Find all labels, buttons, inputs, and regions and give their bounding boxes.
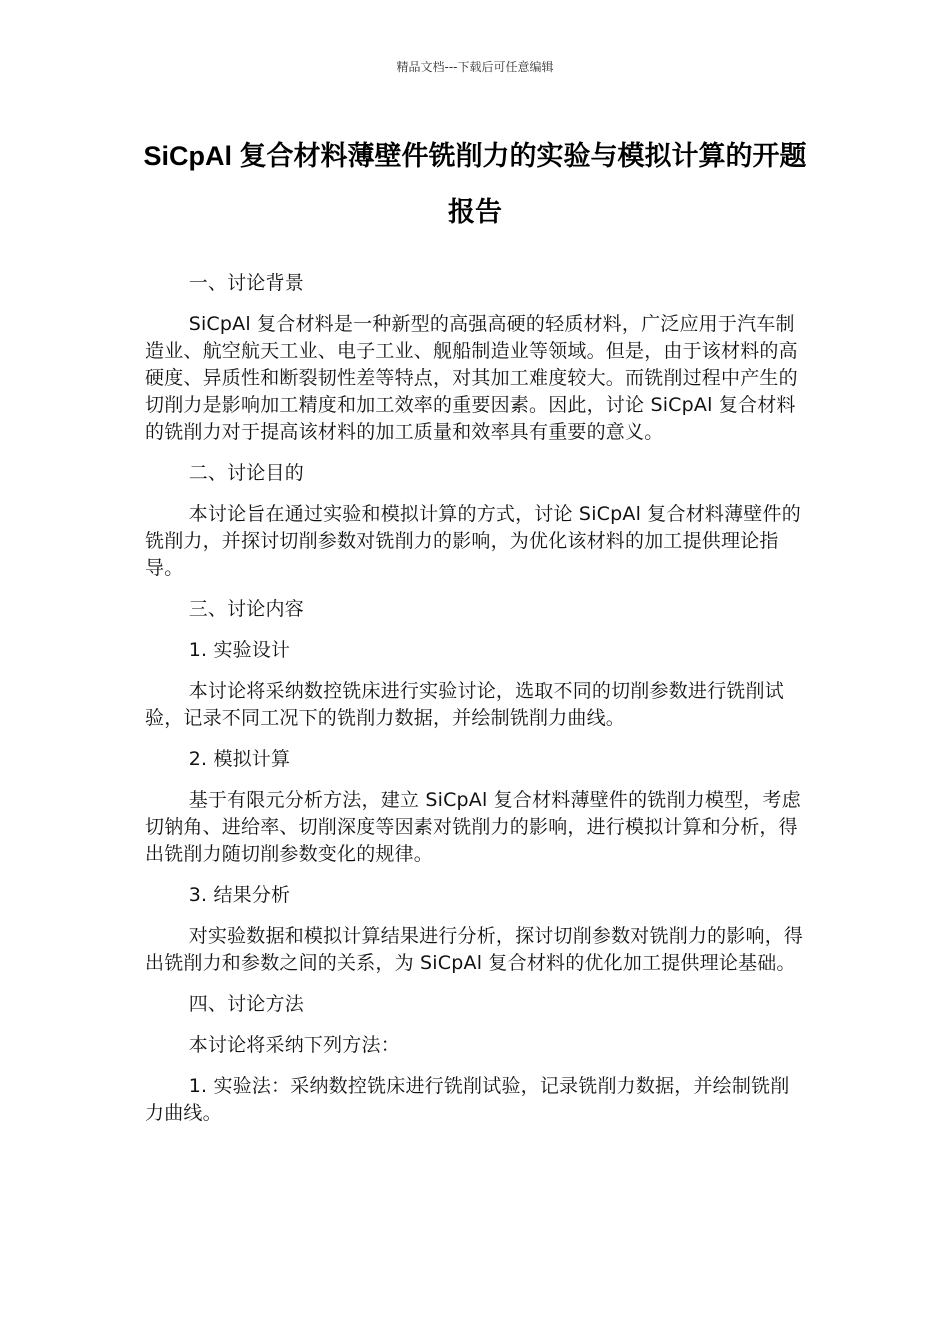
paragraph-background: SiCpAl 复合材料是一种新型的高强高硬的轻质材料，广泛应用于汽车制造业、航空航天工业、电子工业、舰船制造业等领域。但是，由于该材料的高硬度、异质性和断裂韧性差等特点，对其加工难度较大。而铣削过程中产生的切削力是影响加工精度和加工效率的重要因素。因此，讨论 SiCpAl 复合材料的铣削力对于提高该材料的加工质量和效率具有重要的意义。 — [145, 313, 798, 443]
paragraph-experiment-design: 本讨论将采纳数控铣床进行实验讨论，选取不同的切削参数进行铣削试验，记录不同工况下的铣削力数据，并绘制铣削力曲线。 — [145, 680, 784, 729]
paragraph-simulation: 基于有限元分析方法，建立 SiCpAl 复合材料薄壁件的铣削力模型，考虑切钠角、进给率、切削深度等因素对铣削力的影响，进行模拟计算和分析，得出铣削力随切削参数变化的规律。 — [145, 789, 801, 865]
paragraph-method-experiment: 1. 实验法：采纳数控铣床进行铣削试验，记录铣削力数据，并绘制铣削力曲线。 — [145, 1075, 790, 1124]
section-heading-methods: 四、讨论方法 — [188, 993, 304, 1015]
section-heading-content: 三、讨论内容 — [188, 598, 304, 620]
subheading-result-analysis: 3. 结果分析 — [188, 884, 291, 906]
document-body — [145, 270, 805, 1141]
paragraph-purpose: 本讨论旨在通过实验和模拟计算的方式，讨论 SiCpAl 复合材料薄壁件的铣削力，并探讨切削参数对铣削力的影响，为优化该材料的加工提供理论指导。 — [145, 503, 801, 579]
paragraph-result-analysis: 对实验数据和模拟计算结果进行分析，探讨切削参数对铣削力的影响，得出铣削力和参数之间的关系，为 SiCpAl 复合材料的优化加工提供理论基础。 — [145, 925, 804, 974]
page-header-note: 精品文档---下载后可任意编辑 — [396, 60, 554, 74]
section-heading-background: 一、讨论背景 — [188, 272, 304, 294]
section-heading-purpose: 二、讨论目的 — [188, 462, 304, 484]
document-title: SiCpAl 复合材料薄壁件铣削力的实验与模拟计算的开题报告 — [143, 141, 807, 227]
paragraph-methods-intro: 本讨论将采纳下列方法： — [188, 1034, 400, 1056]
subheading-experiment-design: 1. 实验设计 — [188, 639, 291, 661]
subheading-simulation: 2. 模拟计算 — [188, 748, 291, 770]
